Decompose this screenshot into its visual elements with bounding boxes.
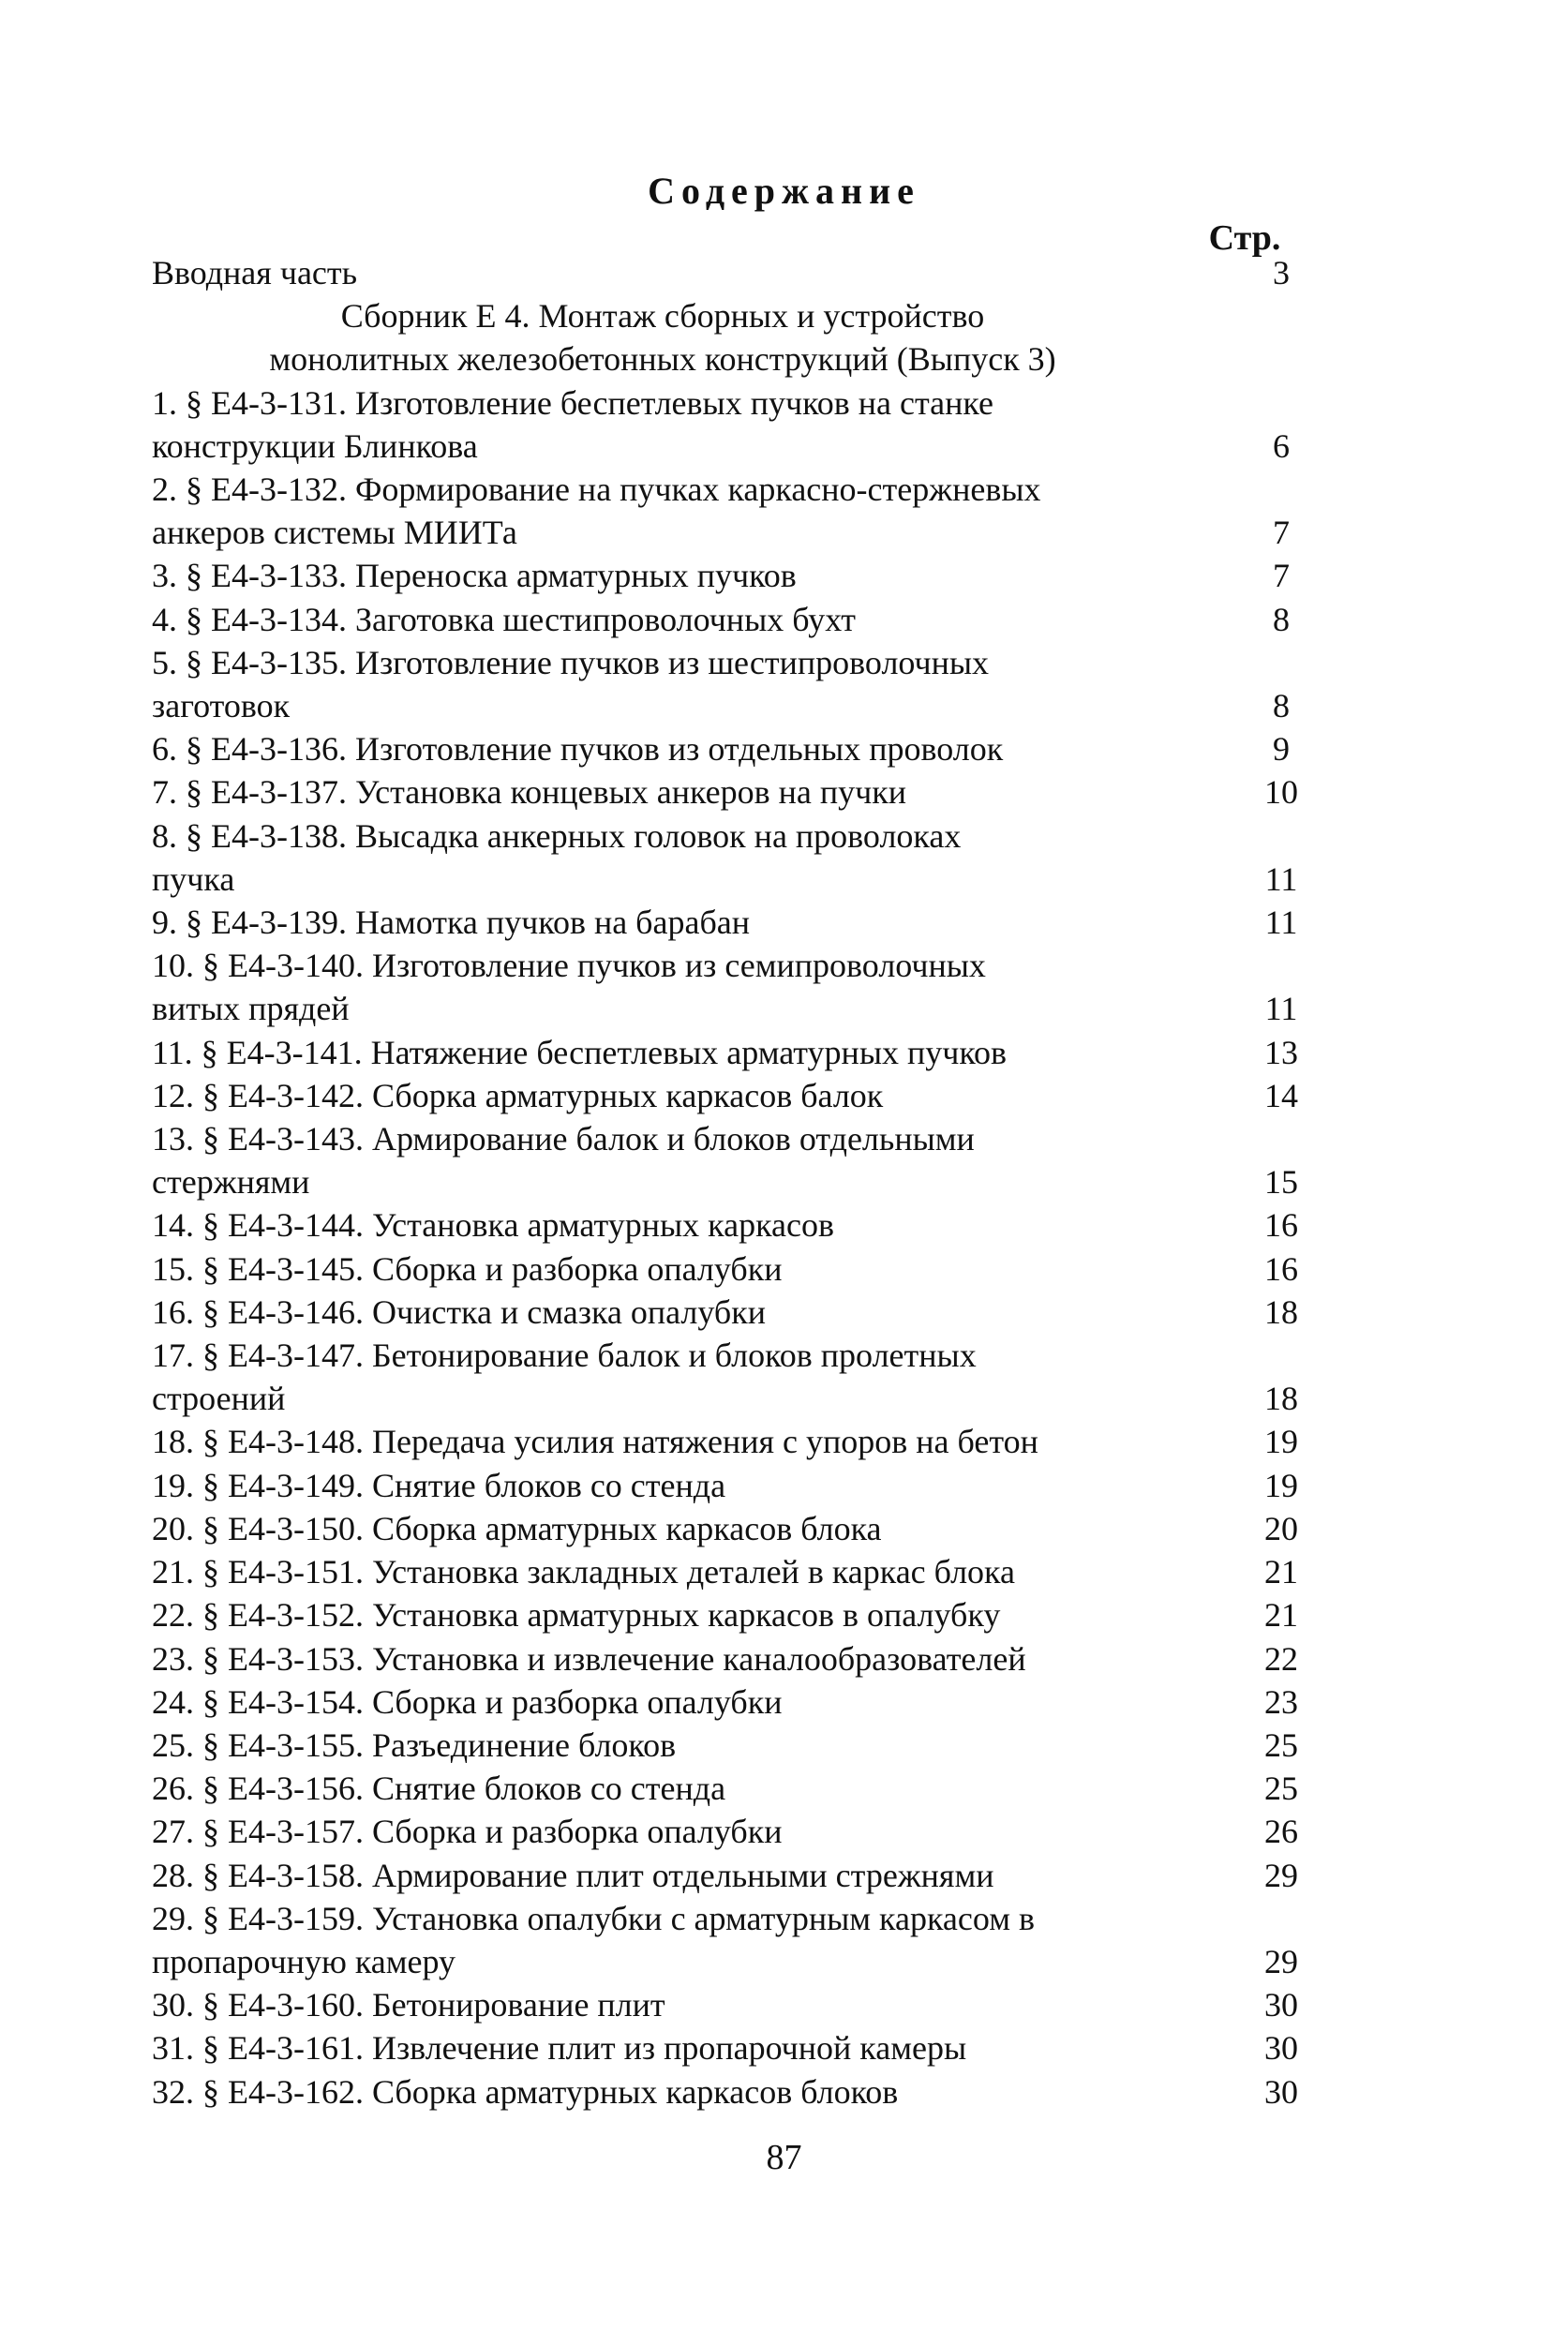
toc-entry-row — [152, 1854, 1323, 1897]
toc-entry-page: 7 — [1273, 557, 1290, 595]
toc-entry-text: 9. § Е4-3-139. Намотка пучков на барабан — [152, 904, 751, 942]
toc-entry-page: 15 — [1264, 1163, 1298, 1202]
toc-entry-page: 11 — [1264, 990, 1298, 1028]
toc-entry-row — [152, 1593, 1323, 1636]
toc-entry-page: 16 — [1264, 1249, 1298, 1288]
toc-entry-page: 21 — [1264, 1596, 1298, 1635]
toc-entry-row — [152, 1117, 1323, 1203]
toc-entry-text: 29. § Е4-3-159. Установка опалубки с арматурным каркасом в пропарочную камеру — [152, 1899, 1035, 1980]
toc-entry-page: 8 — [1273, 600, 1290, 638]
toc-entry-page: 30 — [1264, 1986, 1298, 2024]
toc-entry-text: 3. § Е4-3-133. Переноска арматурных пучков — [152, 557, 797, 595]
toc-entry-text: 31. § Е4-3-161. Извлечение плит из пропарочной камеры — [152, 2029, 967, 2068]
toc-entry-page: 30 — [1264, 2072, 1298, 2111]
toc-entry-row — [152, 1464, 1323, 1507]
toc-section-title: Сборник Е 4. Монтаж сборных и устройство монолитных железобетонных конструкций (Выпуск 3) — [269, 297, 1056, 379]
toc-entry-row — [152, 1074, 1323, 1117]
toc-entry-page: 26 — [1264, 1813, 1298, 1851]
toc-entry-row — [152, 1724, 1323, 1767]
toc-entry-row — [152, 770, 1323, 814]
toc-entry-text: 16. § Е4-3-146. Очистка и смазка опалубки — [152, 1292, 766, 1331]
toc-entry-page: 20 — [1264, 1509, 1298, 1547]
table-of-contents — [152, 251, 1323, 2113]
toc-entry-row — [152, 1291, 1323, 1334]
toc-entry-page: 11 — [1264, 904, 1298, 942]
toc-entry-page: 19 — [1264, 1466, 1298, 1504]
toc-intro-row — [152, 251, 1323, 294]
toc-entry-text: 7. § Е4-3-137. Установка концевых анкеров на пучки — [152, 773, 906, 812]
toc-entry-page: 18 — [1264, 1380, 1298, 1418]
toc-entry-page: 29 — [1264, 1856, 1298, 1894]
toc-entry-page: 25 — [1264, 1770, 1298, 1808]
toc-entry-page: 16 — [1264, 1206, 1298, 1245]
toc-entry-row — [152, 1031, 1323, 1074]
toc-entry-text: 14. § Е4-3-144. Установка арматурных каркасов — [152, 1206, 834, 1245]
toc-entry-text: 26. § Е4-3-156. Снятие блоков со стенда — [152, 1770, 726, 1808]
toc-entry-page: 21 — [1264, 1553, 1298, 1591]
toc-entry-text: 12. § Е4-3-142. Сборка арматурных каркасов балок — [152, 1076, 884, 1114]
toc-entry-row — [152, 1247, 1323, 1291]
toc-entry-text: 1. § Е4-3-131. Изготовление беспетлевых пучков на станке конструкции Блинкова — [152, 383, 993, 465]
page-title: Содержание — [648, 170, 920, 212]
toc-entry-page: 22 — [1264, 1639, 1298, 1678]
toc-entry-text: 21. § Е4-3-151. Установка закладных деталей в каркас блока — [152, 1553, 1015, 1591]
toc-entry-row — [152, 814, 1323, 901]
toc-entry-page: 8 — [1273, 687, 1290, 725]
toc-entry-row — [152, 944, 1323, 1030]
toc-entry-page: 23 — [1264, 1682, 1298, 1721]
toc-entry-row — [152, 381, 1323, 468]
toc-entry-row — [152, 468, 1323, 554]
toc-entry-row — [152, 1334, 1323, 1420]
page-column-header: Стр. — [1208, 218, 1281, 258]
toc-entry-page: 29 — [1264, 1942, 1298, 1980]
toc-entry-row — [152, 1767, 1323, 1810]
toc-entry-row — [152, 554, 1323, 597]
toc-entry-text: 22. § Е4-3-152. Установка арматурных каркасов в опалубку — [152, 1596, 1001, 1635]
toc-entry-text: 6. § Е4-3-136. Изготовление пучков из отдельных проволок — [152, 730, 1004, 769]
toc-entry-page: 6 — [1273, 426, 1290, 465]
toc-entry-page: 18 — [1264, 1292, 1298, 1331]
toc-entry-text: 5. § Е4-3-135. Изготовление пучков из шестипроволочных заготовок — [152, 643, 990, 725]
toc-entry-row — [152, 1810, 1323, 1853]
toc-entry-row — [152, 901, 1323, 944]
toc-entry-row — [152, 641, 1323, 727]
toc-intro-page: 3 — [1273, 254, 1290, 291]
toc-entry-row — [152, 1420, 1323, 1463]
toc-entry-text: 18. § Е4-3-148. Передача усилия натяжения с упоров на бетон — [152, 1423, 1038, 1461]
toc-entry-row — [152, 1897, 1323, 1983]
toc-entry-text: 24. § Е4-3-154. Сборка и разборка опалубки — [152, 1682, 783, 1721]
toc-entry-page: 19 — [1264, 1423, 1298, 1461]
toc-entry-row — [152, 1203, 1323, 1247]
toc-entry-text: 4. § Е4-3-134. Заготовка шестипроволочных бухт — [152, 600, 857, 638]
toc-entry-row — [152, 2070, 1323, 2113]
toc-entry-page: 11 — [1264, 859, 1298, 898]
toc-entry-row — [152, 598, 1323, 641]
toc-entry-page: 30 — [1264, 2029, 1298, 2068]
toc-entry-text: 15. § Е4-3-145. Сборка и разборка опалубки — [152, 1249, 783, 1288]
toc-section-row — [152, 294, 1323, 381]
toc-entry-row — [152, 1507, 1323, 1550]
toc-entry-text: 8. § Е4-3-138. Высадка анкерных головок на проволоках пучка — [152, 816, 962, 898]
toc-entry-text: 17. § Е4-3-147. Бетонирование балок и блоков пролетных строений — [152, 1337, 977, 1418]
toc-entry-row — [152, 2026, 1323, 2069]
toc-entry-row — [152, 1983, 1323, 2026]
toc-entry-page: 25 — [1264, 1725, 1298, 1764]
toc-entry-text: 19. § Е4-3-149. Снятие блоков со стенда — [152, 1466, 726, 1504]
toc-entry-row — [152, 1680, 1323, 1724]
toc-intro-text: Вводная часть — [152, 254, 358, 291]
toc-entry-page: 10 — [1264, 773, 1298, 812]
toc-entry-text: 28. § Е4-3-158. Армирование плит отдельными стрежнями — [152, 1856, 994, 1894]
toc-entry-text: 20. § Е4-3-150. Сборка арматурных каркасов блока — [152, 1509, 882, 1547]
toc-entry-row — [152, 727, 1323, 770]
toc-entry-text: 27. § Е4-3-157. Сборка и разборка опалубки — [152, 1813, 783, 1851]
toc-entry-page: 13 — [1264, 1033, 1298, 1071]
page-number: 87 — [766, 2138, 802, 2177]
toc-entry-text: 2. § Е4-3-132. Формирование на пучках каркасно-стержневых анкеров системы МИИТа — [152, 470, 1041, 552]
toc-entry-page: 14 — [1264, 1076, 1298, 1114]
toc-entry-text: 23. § Е4-3-153. Установка и извлечение каналообразователей — [152, 1639, 1026, 1678]
toc-entry-page: 7 — [1273, 514, 1290, 552]
toc-entry-text: 10. § Е4-3-140. Изготовление пучков из семипроволочных витых прядей — [152, 947, 986, 1028]
toc-entries — [152, 381, 1323, 2113]
toc-entry-row — [152, 1637, 1323, 1680]
toc-entry-text: 25. § Е4-3-155. Разъединение блоков — [152, 1725, 677, 1764]
toc-entry-text: 11. § Е4-3-141. Натяжение беспетлевых арматурных пучков — [152, 1033, 1008, 1071]
toc-entry-text: 32. § Е4-3-162. Сборка арматурных каркасов блоков — [152, 2072, 899, 2111]
toc-entry-text: 13. § Е4-3-143. Армирование балок и блоков отдельными стержнями — [152, 1120, 975, 1202]
toc-entry-row — [152, 1550, 1323, 1593]
toc-entry-page: 9 — [1273, 730, 1290, 769]
toc-entry-text: 30. § Е4-3-160. Бетонирование плит — [152, 1986, 665, 2024]
